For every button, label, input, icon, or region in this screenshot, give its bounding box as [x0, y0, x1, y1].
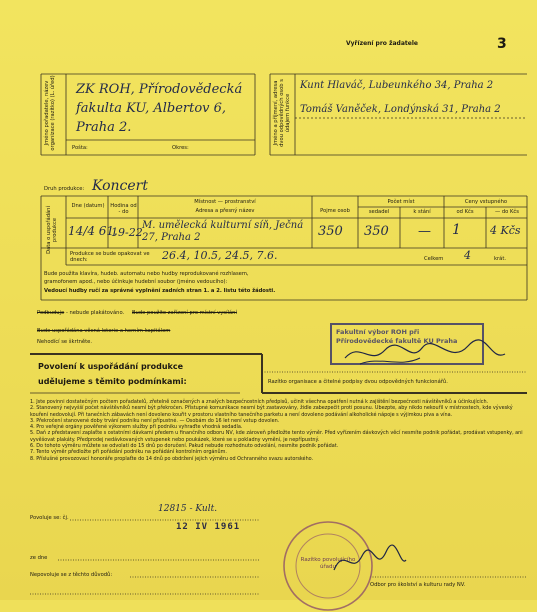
- col-kstani: k stání: [413, 209, 431, 215]
- opakovat-value: 26.4, 10.5, 24.5, 7.6.: [162, 249, 278, 262]
- col-pocet-header: Počet míst: [387, 199, 415, 205]
- odbor-label: Odbor pro školství a kulturu rady NV.: [370, 582, 466, 588]
- form-title: Vyřízení pro žadatele: [346, 40, 418, 47]
- row-dne: 14/4 61.: [68, 224, 118, 238]
- responsible-name-2: Tomáš Vaněček, Londýnská 31, Praha 2: [300, 104, 501, 115]
- row-sedadel: 350: [364, 224, 389, 239]
- vysilani-label: Bude použito zařízení pro místní vysílání: [132, 310, 237, 316]
- production-side-label: Data o uspořádání produkce: [46, 206, 58, 254]
- nehodici-label: Nehodící se škrtněte.: [37, 339, 92, 345]
- official-signature: [330, 540, 410, 580]
- plakatovano-label: - nebude plakátováno.: [66, 310, 125, 316]
- row-kstani: —: [418, 224, 431, 239]
- ze-dne-label: ze dne: [30, 555, 48, 561]
- fakulty-stamp-text: Fakultní výbor ROH při Přírodovědecké fakultě KU Praha: [336, 328, 458, 345]
- condition-1: 1. Jste povinni dostatečným počtem pořadatelů, zřetelně označených a znalých bezpečnostních předpisů, učinit všechna opatření nutná k zajištění bezpečnosti návštěvníků a účinkujících.: [30, 399, 489, 405]
- condition-5: 5. Daň z představení zaplaťte s ostatními dávkami předem u finančního odboru NV, kde zároveň předložte tento výměr. Před vyřízením dávkových věcí nesmíte podnik pořádat, prodávat vstupenky, ani vyvěšovat plakáty. Předprodej nedávkovaných vstupenek nebo poukázek, které se u pokladny vymění, je nepřípustný.: [30, 430, 523, 443]
- row-do: 4 Kčs: [490, 224, 521, 237]
- condition-7: 7. Tento výměr předložte při pořádání podniku na pořádání kontrolním orgánům.: [30, 449, 227, 456]
- condition-2: 2. Stanovený nejvyšší počet návštěvníků nesmí být překročen. Přístupné komunikace nesmí být zastavovány, židle zabezpečit proti posunu. Ubezpte, aby nikdo nekouřil v místnostech, kde výveský kouření nedovolují. Při tanečních zábavách není dovoleno kouřit v prostoru vlastního tanečního parketu a není dovoleno podávání alkoholické nápoje s výjimkou piva a vína.: [30, 405, 513, 418]
- signature-scribble: [340, 336, 510, 374]
- druh-label: Druh produkce:: [44, 186, 85, 192]
- permit-heading-1: Povolení k uspořádání produkce: [38, 362, 184, 371]
- condition-4: 4. Pro veřejné orgány pověřené výkonem služby při podniku vyhraďte vhodná sedadla.: [30, 424, 243, 431]
- col-ceny-header: Ceny vstupného: [464, 199, 508, 205]
- povoluje-label: Povoluje se: čj.: [30, 515, 69, 521]
- permit-heading-2: udělujeme s těmito podmínkami:: [38, 377, 187, 386]
- nepovoluje-label: Nepovoluje se z těchto důvodů:: [30, 572, 113, 578]
- round-stamp-text: Razítko povolujícího úřadu: [300, 557, 356, 570]
- condition-6: 6. Do tohoto výměru můžete se odvolati do 15 dnů po doručení. Pakud nebude rozhodnuto odvolání, nesmíte podnik pořádat.: [30, 443, 339, 450]
- col-do: — do Kčs: [495, 209, 519, 215]
- col-dne: Dne (datum): [71, 203, 105, 209]
- col-hodin: Hodina od - do: [110, 203, 137, 215]
- posta-label: Pošta:: [72, 145, 88, 151]
- row-pojme: 350: [318, 224, 343, 239]
- celkem-value: 4: [464, 249, 471, 262]
- reference-number: 12815 - Kult.: [158, 504, 218, 514]
- permit-conditions: [30, 399, 528, 462]
- celkem-label: Celkem: [424, 256, 444, 262]
- opakovat-label: Produkce se bude opakovat ve dnech:: [70, 251, 150, 263]
- col-sedadel: sedadel: [368, 209, 390, 215]
- organizer-name: ZK ROH, Přírodovědecká fakulta KU, Albertov 6, Praha 2.: [76, 82, 243, 135]
- col-pojme: Pojme osob: [320, 208, 350, 214]
- razitko-caption: Razítko organisace a čitelné podpisy dvou odpovědných funkcionářů.: [268, 379, 448, 385]
- row-hodin: 19-22: [111, 226, 143, 239]
- podbuduje-label: Podbuduje: [37, 310, 65, 316]
- druh-value: Koncert: [92, 178, 148, 194]
- note-line-1: Bude použita klavíra, hudeb. automatu nebo hudby reprodukované rozhlasem,: [44, 271, 249, 277]
- col-misto-header: Místnost — prostranství: [194, 199, 256, 205]
- loterie-label: Bude uspořádána věcná loterie a herním kapitálem: [37, 328, 171, 334]
- note-line-3: Vedoucí hudby ručí za správné vyplnění zadních stran 1. a 2. listu této žádosti.: [44, 288, 276, 294]
- page-number: 3: [497, 36, 507, 52]
- responsible-side-label: Jméno a příjmení, adresa dvou odpovědných osob s údajem funkce: [273, 79, 291, 147]
- responsible-name-1: Kunt Hlaváč, Lubeunkého 34, Praha 2: [300, 80, 494, 91]
- col-od: od Kčs: [456, 209, 474, 215]
- condition-3: 3. Překročení stanovené doby trvání podniku není přípustné. — Osobám do 16 let není vstup dovolen.: [30, 417, 280, 424]
- col-adresa: Adresa a přesný název: [195, 208, 255, 214]
- row-od: 1: [452, 222, 461, 238]
- krat-label: krát.: [494, 256, 506, 262]
- condition-8: 8. Příslušné provozovací honoráře proplaťte do 14 dnů po obdržení jejich výměru od Ochranného svazu autorského.: [30, 455, 314, 462]
- date-stamp: 12 IV 1961: [176, 522, 241, 532]
- organizer-side-label: Jméno pořadatele, název organizace (razítko) (L. úřed): [44, 75, 56, 151]
- okres-label: Okres:: [172, 145, 189, 151]
- row-adresa: M. umělecká kulturní síň, Ječná 27, Praha 2: [142, 220, 304, 243]
- note-line-2: gramofonem apod., nebo účinkuje hudební soubor (jméno vedoucího):: [44, 279, 228, 285]
